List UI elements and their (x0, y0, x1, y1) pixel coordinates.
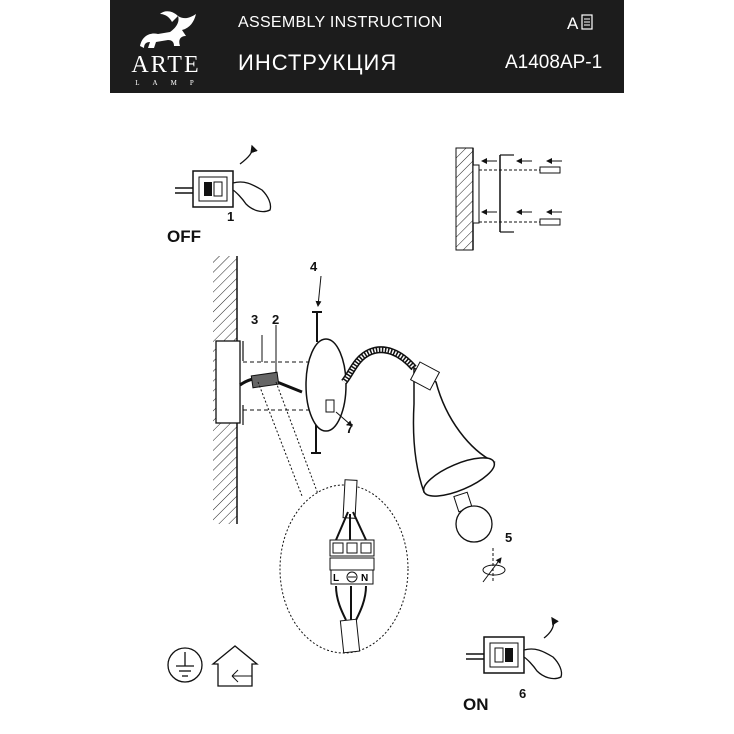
title-english: ASSEMBLY INSTRUCTION (238, 14, 443, 31)
mounting-detail (456, 148, 562, 250)
model-number: A1408AP-1 (505, 52, 603, 73)
off-label: OFF (167, 227, 201, 246)
step-6-label: 6 (519, 686, 527, 701)
step-3-label: 3 (251, 312, 259, 327)
ground-symbol-icon (168, 648, 202, 682)
switch-off-illustration (167, 146, 271, 246)
indoor-use-icon (213, 646, 257, 686)
on-label: ON (463, 695, 489, 714)
brand-subtitle: LAMP (135, 79, 207, 87)
size-letter: A (567, 14, 579, 33)
title-russian: ИНСТРУКЦИЯ (238, 50, 398, 75)
step-4-label: 4 (310, 259, 318, 274)
step-7-label: 7 (346, 421, 354, 436)
bulb-illustration (454, 492, 512, 582)
lamp-shade (411, 362, 499, 504)
step-5-label: 5 (505, 530, 513, 545)
step-1-label: 1 (227, 209, 235, 224)
switch-on-illustration (463, 618, 562, 714)
brand-name: ARTE (131, 52, 201, 78)
terminal-n-label: N (361, 573, 369, 584)
terminal-l-label: L (333, 573, 340, 584)
lamp-base (306, 339, 414, 436)
step-2-label: 2 (272, 312, 280, 327)
